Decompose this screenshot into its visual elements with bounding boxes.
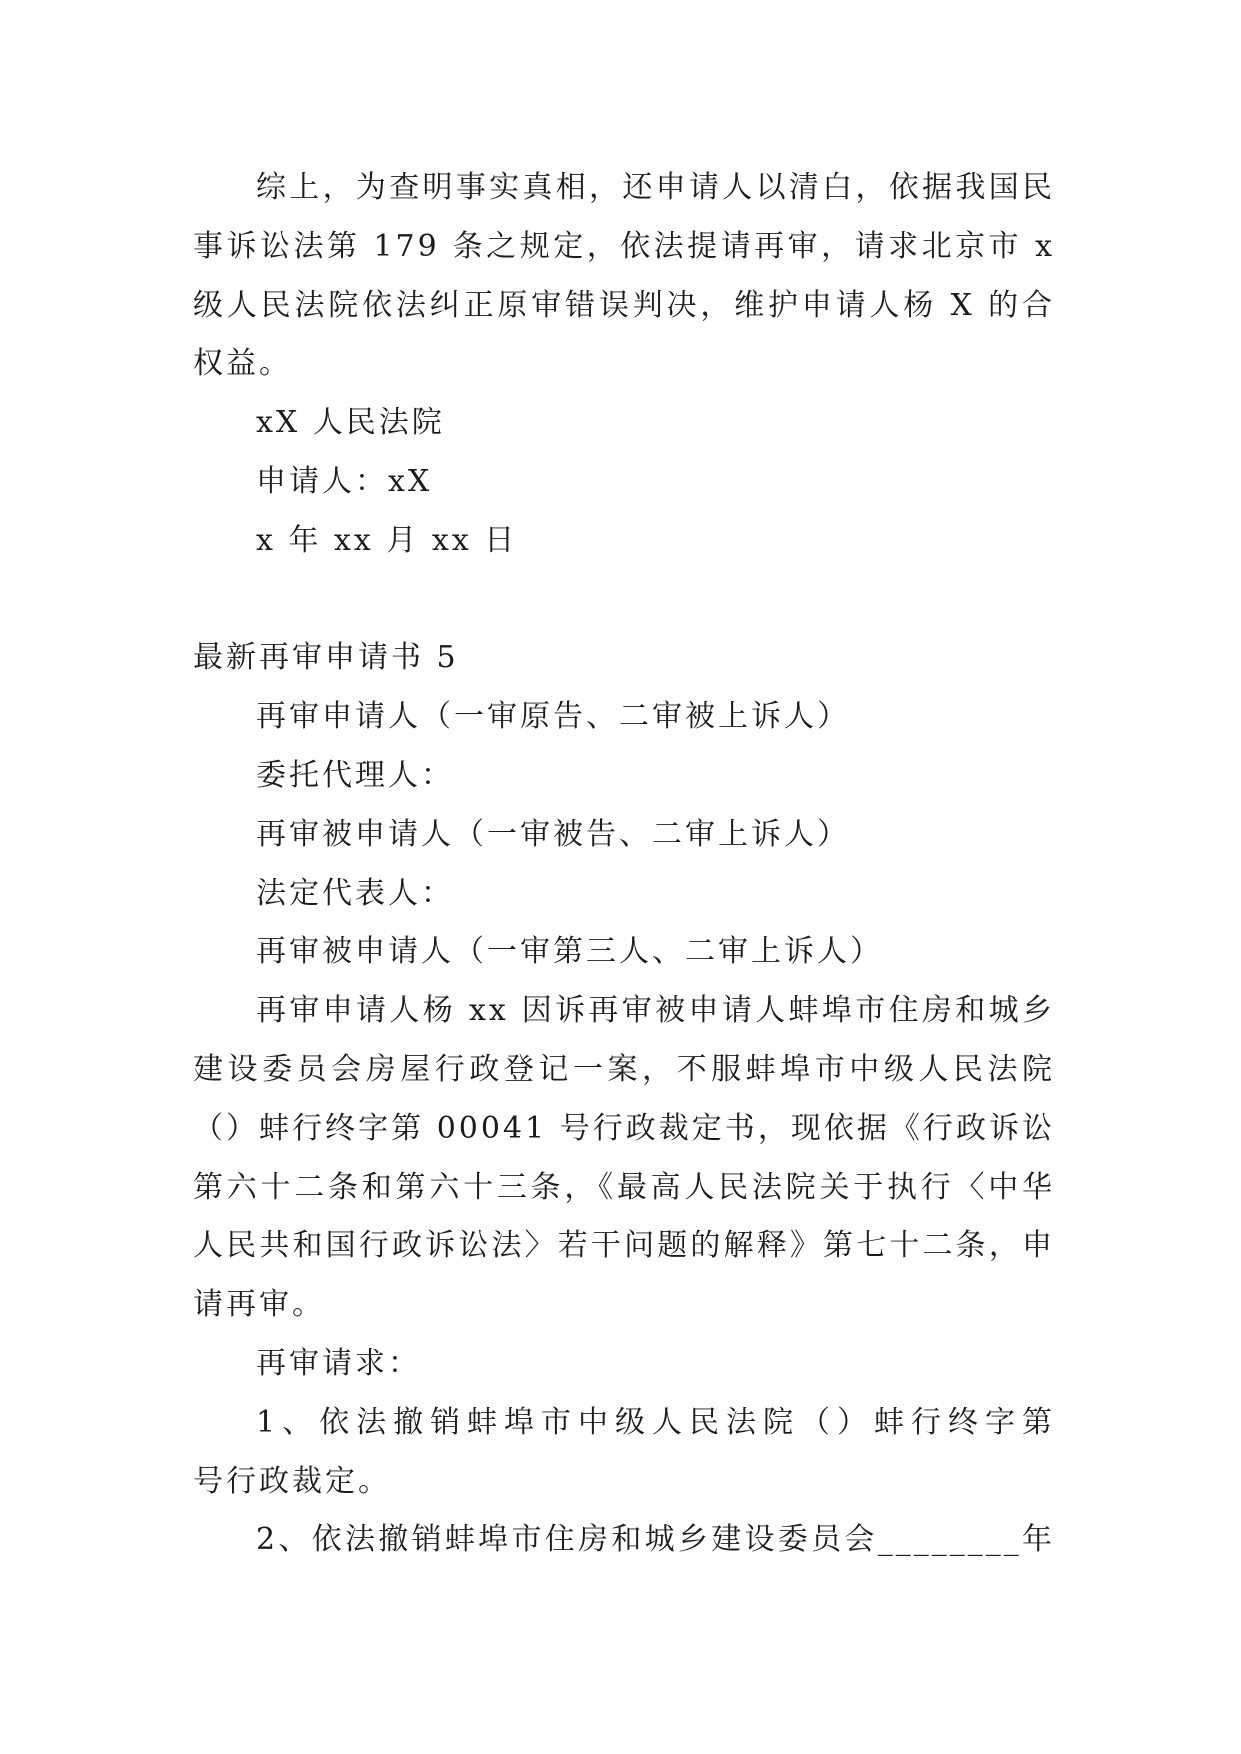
signature-applicant: 申请人：xX <box>256 463 433 499</box>
paragraph-line: 再审申请人杨 xx 因诉再审被申请人蚌埠市住房和城乡 <box>256 993 1055 1029</box>
request-item-1 <box>193 1394 1055 1512</box>
paragraph-line: 综上，为查明事实真相，还申请人以清白，依据我国民 <box>256 170 1055 205</box>
section-title: 最新再审申请书 5 <box>193 640 459 676</box>
party-line: 再审申请人（一审原告、二审被上诉人） <box>256 699 850 735</box>
paragraph-line: 建设委员会房屋行政登记一案，不服蚌埠市中级人民法院 <box>193 1051 1055 1087</box>
document-page <box>193 159 1055 1570</box>
request-line: 号行政裁定。 <box>193 1463 391 1499</box>
body-paragraph <box>193 982 1055 1335</box>
section-spacer <box>193 571 1055 630</box>
signature-court: xX 人民法院 <box>256 405 445 441</box>
request-heading: 再审请求： <box>256 1345 421 1381</box>
signature-date: x 年 xx 月 xx 日 <box>256 522 518 558</box>
paragraph-line: 级人民法院依法纠正原审错误判决，维护申请人杨 X 的合 <box>193 287 1055 323</box>
paragraph-line: 人民共和国行政诉讼法〉若干问题的解释》第七十二条，申 <box>193 1228 1055 1264</box>
request-line: 2、依法撤销蚌埠市住房和城乡建设委员会________年 <box>256 1522 1055 1558</box>
request-line: 1、依法撤销蚌埠市中级人民法院（）蚌行终字第 <box>256 1404 1055 1440</box>
signature-block <box>193 394 1055 570</box>
paragraph-line: 权益。 <box>193 346 292 382</box>
paragraph-line: 请再审。 <box>193 1287 325 1323</box>
parties-list <box>193 688 1055 982</box>
request-item-2 <box>193 1511 1055 1570</box>
paragraph-line: 事诉讼法第 179 条之规定，依法提请再审，请求北京市 x <box>193 228 1055 264</box>
closing-paragraph <box>193 159 1055 394</box>
party-line: 委托代理人： <box>256 757 454 793</box>
party-line: 再审被申请人（一审第三人、二审上诉人） <box>256 934 883 970</box>
paragraph-line: 第六十二条和第六十三条，《最高人民法院关于执行〈中华 <box>193 1169 1055 1205</box>
party-line: 法定代表人： <box>256 875 454 911</box>
paragraph-line: （）蚌行终字第 00041 号行政裁定书，现依据《行政诉讼 <box>193 1110 1055 1146</box>
party-line: 再审被申请人（一审被告、二审上诉人） <box>256 816 850 852</box>
